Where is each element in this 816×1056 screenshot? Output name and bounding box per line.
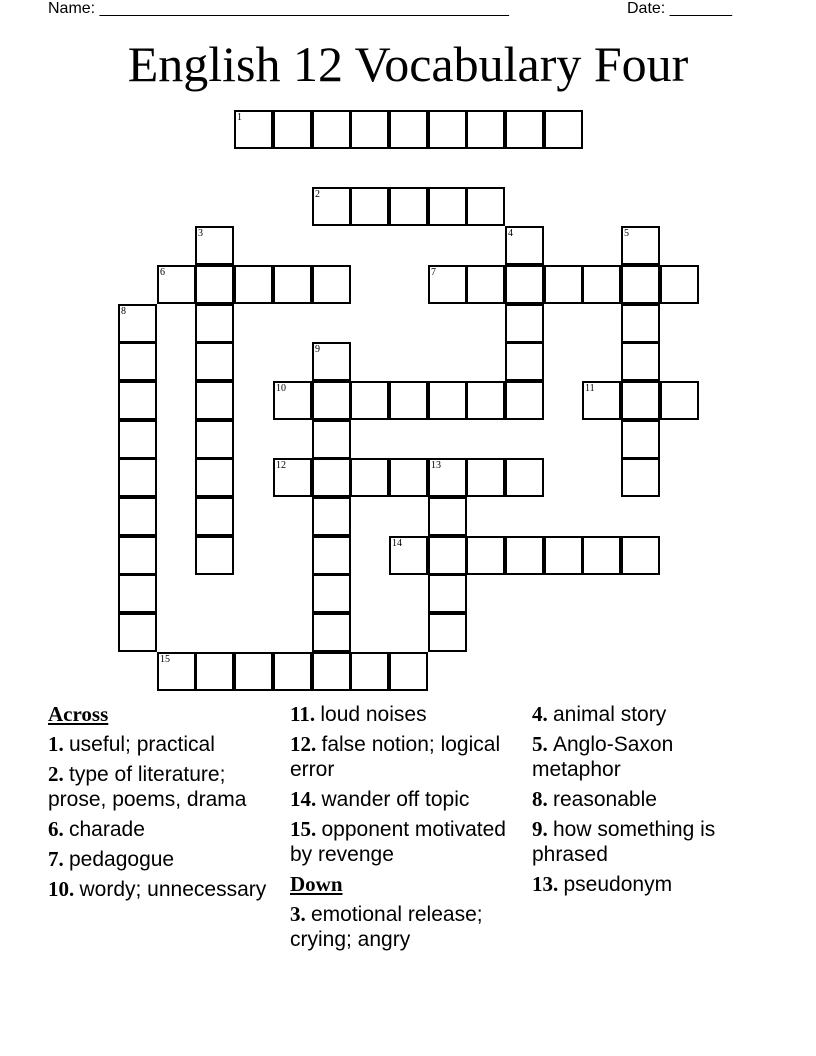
- cell-number: 4: [508, 228, 513, 239]
- crossword-cell[interactable]: [389, 110, 428, 149]
- crossword-cell[interactable]: [312, 574, 351, 613]
- crossword-cell[interactable]: [621, 265, 660, 304]
- crossword-cell[interactable]: [195, 536, 234, 575]
- crossword-cell[interactable]: [273, 110, 312, 149]
- clue-text: pseudonym: [563, 873, 673, 896]
- clue-text: charade: [69, 818, 145, 841]
- crossword-cell[interactable]: [505, 458, 544, 497]
- crossword-cell[interactable]: [621, 458, 660, 497]
- clue-across-15: [290, 817, 522, 867]
- clue-across-2: [48, 762, 280, 812]
- cell-number: 9: [315, 344, 320, 355]
- clue-number: 5.: [532, 732, 548, 756]
- page-title: English 12 Vocabulary Four: [127, 36, 689, 92]
- cell-number: 13: [431, 460, 441, 471]
- clue-text: wordy; unnecessary: [79, 878, 267, 901]
- date-field[interactable]: Date: _______: [627, 0, 732, 17]
- clue-number: 12.: [290, 732, 317, 756]
- crossword-cell[interactable]: [660, 381, 699, 420]
- crossword-cell[interactable]: [350, 110, 389, 149]
- clue-number: 14.: [290, 787, 317, 811]
- clue-down-3: [290, 902, 522, 952]
- crossword-cell[interactable]: [466, 110, 505, 149]
- clue-text: how something is phrased: [532, 818, 716, 866]
- crossword-cell[interactable]: [505, 265, 544, 304]
- clue-number: 11.: [290, 702, 316, 726]
- crossword-cell[interactable]: [350, 458, 389, 497]
- crossword-cell[interactable]: [389, 187, 428, 226]
- cell-number: 5: [624, 228, 629, 239]
- crossword-cell[interactable]: [505, 381, 544, 420]
- crossword-cell[interactable]: [118, 536, 157, 575]
- down-heading: Down: [290, 872, 343, 896]
- crossword-cell[interactable]: [505, 304, 544, 343]
- clue-text: false notion; logical error: [290, 733, 501, 781]
- crossword-cell[interactable]: [428, 497, 467, 536]
- clue-text: animal story: [553, 703, 667, 726]
- crossword-cell[interactable]: [157, 265, 196, 304]
- clue-number: 4.: [532, 702, 548, 726]
- crossword-cell[interactable]: [118, 497, 157, 536]
- clue-down-9: [532, 817, 764, 867]
- crossword-cell[interactable]: [428, 265, 467, 304]
- clue-number: 1.: [48, 732, 64, 756]
- crossword-cell[interactable]: [428, 381, 467, 420]
- cell-number: 7: [431, 267, 436, 278]
- cell-number: 8: [121, 306, 126, 317]
- crossword-cell[interactable]: [312, 536, 351, 575]
- clue-down-13: [532, 872, 764, 897]
- crossword-cell[interactable]: [466, 536, 505, 575]
- crossword-cell[interactable]: [428, 574, 467, 613]
- crossword-cell[interactable]: [544, 536, 583, 575]
- crossword-cell[interactable]: [312, 652, 351, 691]
- crossword-cell[interactable]: [466, 187, 505, 226]
- cell-number: 11: [585, 383, 595, 394]
- clue-column-1: [48, 702, 280, 907]
- cell-number: 15: [160, 654, 170, 665]
- crossword-cell[interactable]: [195, 458, 234, 497]
- clue-number: 8.: [532, 787, 548, 811]
- crossword-cell[interactable]: [195, 304, 234, 343]
- crossword-cell[interactable]: [312, 458, 351, 497]
- crossword-cell[interactable]: [582, 265, 621, 304]
- clue-number: 15.: [290, 817, 317, 841]
- crossword-cell[interactable]: [389, 652, 428, 691]
- crossword-cell[interactable]: [195, 265, 234, 304]
- crossword-cell[interactable]: [118, 420, 157, 459]
- crossword-cell[interactable]: [273, 458, 312, 497]
- clue-text: opponent motivated by revenge: [290, 818, 506, 866]
- crossword-cell[interactable]: [428, 458, 467, 497]
- clue-number: 10.: [48, 877, 75, 901]
- cell-number: 10: [276, 383, 286, 394]
- crossword-cell[interactable]: [273, 265, 312, 304]
- crossword-cell[interactable]: [621, 420, 660, 459]
- cell-number: 2: [315, 189, 320, 200]
- clue-text: pedagogue: [69, 848, 175, 871]
- crossword-cell[interactable]: [389, 381, 428, 420]
- clue-number: 2.: [48, 762, 64, 786]
- crossword-cell[interactable]: [195, 652, 234, 691]
- cell-number: 1: [237, 112, 242, 123]
- clue-across-14: [290, 787, 522, 812]
- crossword-cell[interactable]: [312, 497, 351, 536]
- crossword-cell[interactable]: [428, 187, 467, 226]
- clue-text: type of literature; prose, poems, drama: [48, 763, 247, 811]
- crossword-cell[interactable]: [544, 265, 583, 304]
- crossword-cell[interactable]: [505, 536, 544, 575]
- crossword-cell[interactable]: [466, 265, 505, 304]
- crossword-cell[interactable]: [312, 342, 351, 381]
- crossword-cell[interactable]: [312, 265, 351, 304]
- crossword-cell[interactable]: [273, 381, 312, 420]
- crossword-cell[interactable]: [118, 574, 157, 613]
- clue-number: 13.: [532, 872, 559, 896]
- clue-text: emotional release; crying; angry: [290, 903, 483, 951]
- crossword-cell[interactable]: [118, 342, 157, 381]
- name-field[interactable]: Name: ______________________________________________: [48, 0, 509, 17]
- cell-number: 6: [160, 267, 165, 278]
- crossword-cell[interactable]: [312, 613, 351, 652]
- crossword-cell[interactable]: [312, 110, 351, 149]
- clue-text: loud noises: [320, 703, 427, 726]
- crossword-cell[interactable]: [273, 652, 312, 691]
- crossword-cell[interactable]: [118, 613, 157, 652]
- crossword-cell[interactable]: [660, 265, 699, 304]
- crossword-cell[interactable]: [621, 342, 660, 381]
- crossword-cell[interactable]: [350, 381, 389, 420]
- crossword-cell[interactable]: [428, 110, 467, 149]
- clue-text: reasonable: [553, 788, 657, 811]
- clue-text: wander off topic: [321, 788, 470, 811]
- crossword-cell[interactable]: [118, 381, 157, 420]
- crossword-cell[interactable]: [582, 381, 621, 420]
- crossword-cell[interactable]: [234, 652, 273, 691]
- crossword-cell[interactable]: [621, 536, 660, 575]
- cell-number: 14: [392, 538, 402, 549]
- crossword-cell[interactable]: [466, 458, 505, 497]
- crossword-cell[interactable]: [195, 381, 234, 420]
- cell-number: 12: [276, 460, 286, 471]
- clue-column-2: [290, 702, 522, 957]
- crossword-cell[interactable]: [389, 458, 428, 497]
- crossword-cell[interactable]: [350, 187, 389, 226]
- clue-text: useful; practical: [69, 733, 215, 756]
- crossword-cell[interactable]: [428, 536, 467, 575]
- clue-across-12: [290, 732, 522, 782]
- crossword-cell[interactable]: [312, 381, 351, 420]
- clue-number: 3.: [290, 902, 306, 926]
- crossword-cell[interactable]: [621, 226, 660, 265]
- crossword-cell[interactable]: [505, 342, 544, 381]
- crossword-cell[interactable]: [544, 110, 583, 149]
- crossword-cell[interactable]: [234, 110, 273, 149]
- clue-across-1: [48, 732, 280, 757]
- clue-down-5: [532, 732, 764, 782]
- clue-number: 7.: [48, 847, 64, 871]
- crossword-cell[interactable]: [389, 536, 428, 575]
- crossword-cell[interactable]: [582, 536, 621, 575]
- crossword-cell[interactable]: [118, 304, 157, 343]
- crossword-cell[interactable]: [312, 420, 351, 459]
- crossword-cell[interactable]: [195, 420, 234, 459]
- crossword-cell[interactable]: [195, 497, 234, 536]
- clue-across-7: [48, 847, 280, 872]
- crossword-cell[interactable]: [195, 342, 234, 381]
- clue-down-8: [532, 787, 764, 812]
- clue-text: Anglo-Saxon metaphor: [532, 733, 674, 781]
- clue-across-6: [48, 817, 280, 842]
- crossword-cell[interactable]: [505, 110, 544, 149]
- crossword-cell[interactable]: [118, 458, 157, 497]
- clue-column-3: [532, 702, 764, 902]
- crossword-cell[interactable]: [312, 187, 351, 226]
- crossword-cell[interactable]: [350, 652, 389, 691]
- crossword-cell[interactable]: [505, 226, 544, 265]
- crossword-cell[interactable]: [157, 652, 196, 691]
- clue-number: 9.: [532, 817, 548, 841]
- cell-number: 3: [198, 228, 203, 239]
- crossword-cell[interactable]: [621, 304, 660, 343]
- clue-across-10: [48, 877, 280, 902]
- crossword-cell[interactable]: [428, 613, 467, 652]
- clue-across-11: [290, 702, 522, 727]
- clue-down-4: [532, 702, 764, 727]
- clue-number: 6.: [48, 817, 64, 841]
- crossword-cell[interactable]: [466, 381, 505, 420]
- crossword-cell[interactable]: [234, 265, 273, 304]
- crossword-cell[interactable]: [195, 226, 234, 265]
- crossword-cell[interactable]: [621, 381, 660, 420]
- across-heading: Across: [48, 702, 109, 726]
